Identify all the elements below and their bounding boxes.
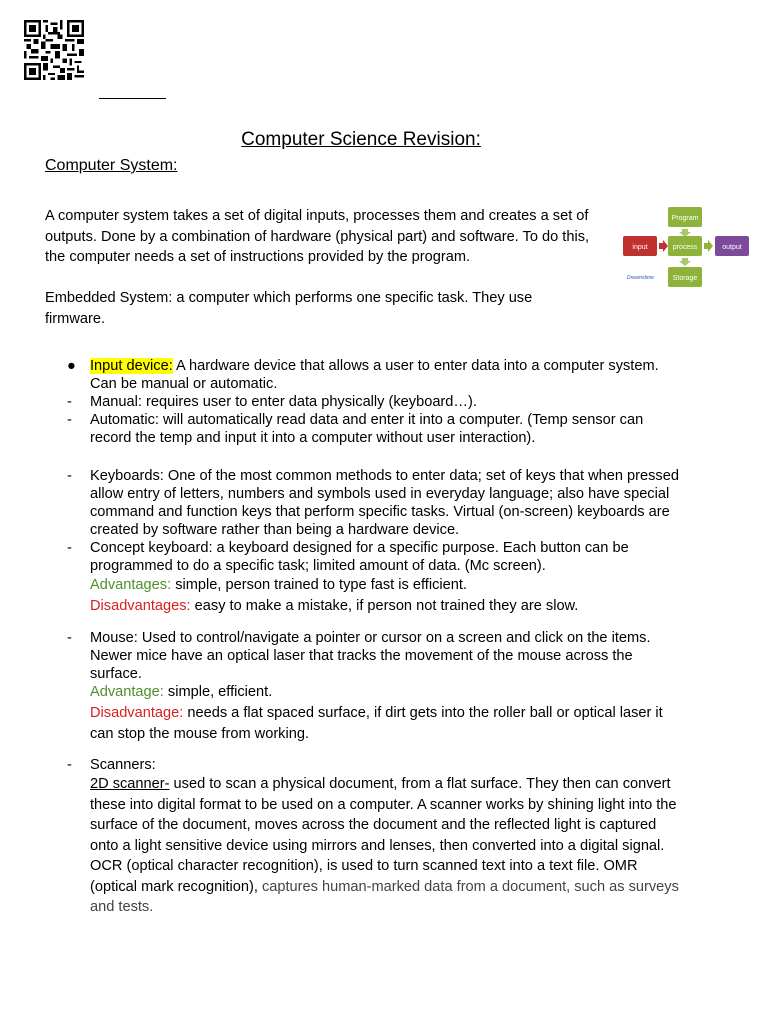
dash-marker: - bbox=[67, 630, 72, 646]
list-item-manual bbox=[67, 393, 683, 411]
program-label: Program bbox=[671, 215, 699, 222]
mouse-disadvantage bbox=[90, 703, 683, 744]
manual-text: Manual: requires user to enter data physically (keyboard…). bbox=[90, 394, 477, 410]
disadvantage-label: Disadvantage: bbox=[90, 705, 184, 721]
scanner-2d-label: 2D scanner- bbox=[90, 776, 170, 792]
concept-advantages bbox=[90, 575, 683, 596]
right-arrow-icon bbox=[704, 240, 713, 252]
input-label: input bbox=[632, 244, 648, 251]
storage-label: Storage bbox=[672, 275, 698, 282]
right-arrow-icon bbox=[659, 240, 668, 252]
output-label: output bbox=[722, 244, 742, 251]
advantages-text: simple, person trained to type fast is efficient. bbox=[171, 577, 467, 593]
signature-line bbox=[99, 98, 166, 99]
dash-marker: - bbox=[67, 757, 72, 773]
embedded-system-paragraph: Embedded System: a computer which performs one specific task. They use firmware. bbox=[45, 290, 533, 327]
down-arrow-icon bbox=[679, 229, 691, 237]
list-item-concept-keyboard bbox=[67, 539, 683, 616]
list-item-keyboards bbox=[67, 467, 683, 539]
scanner-2d-grey-text: captures human-marked data from a document, such as surveys and tests. bbox=[90, 878, 679, 915]
page-title: Computer Science Revision: bbox=[241, 129, 481, 150]
input-process-output-diagram bbox=[620, 205, 752, 291]
mouse-advantage bbox=[90, 683, 683, 701]
concept-keyboard-text: Concept keyboard: a keyboard designed for a specific purpose. Each button can be programmed to do a specific task; limited amount of data. (Mc screen). bbox=[90, 540, 629, 574]
list-item-mouse bbox=[67, 629, 683, 744]
scanners-text: Scanners: bbox=[90, 757, 156, 773]
dash-marker: - bbox=[67, 540, 72, 556]
section-heading: Computer System: bbox=[45, 157, 178, 174]
advantages-label: Advantages: bbox=[90, 577, 172, 593]
mouse-text: Mouse: Used to control/navigate a pointer or cursor on a screen and click on the items. Newer mice have an optical laser that tracks the movement of the mouse across the surface. bbox=[90, 630, 651, 682]
scanner-2d-text: used to scan a physical document, from a flat surface. They then can convert these into digital format to be used on a computer. A scanner works by shining light into the surface of the document, moves across the document and the reflected light is captured onto a light sensitive device using mirrors and lenses, then converted into a digital signal. OCR (optical character recognition), is used to turn scanned text into a text file. OMR (optical mark recognition), bbox=[90, 776, 677, 895]
dash-marker: - bbox=[67, 394, 72, 410]
advantage-text: simple, efficient. bbox=[163, 684, 273, 700]
dash-marker: - bbox=[67, 412, 72, 428]
down-arrow-icon bbox=[679, 258, 691, 266]
keyboards-text: Keyboards: One of the most common methods to enter data; set of keys that when pressed allow entry of letters, numbers and symbols used in everyday language; also have special command and function keys that perform specific tasks. Virtual (on-screen) keyboards are created by software rather than being a hardware device. bbox=[90, 468, 679, 538]
computer-system-paragraph: A computer system takes a set of digital inputs, processes them and creates a set of outputs. Done by a combination of hardware (physical part) and software. To do this, the computer needs a set of instructions provided by the program. bbox=[45, 208, 590, 265]
input-device-label: Input device: bbox=[90, 358, 173, 374]
input-device-text: A hardware device that allows a user to enter data into a computer system. Can be manual or automatic. bbox=[90, 358, 659, 392]
qr-code-icon bbox=[24, 19, 84, 81]
content-list bbox=[67, 357, 683, 918]
dash-marker: - bbox=[67, 468, 72, 484]
disadvantages-text: easy to make a mistake, if person not trained they are slow. bbox=[190, 597, 579, 614]
automatic-text: Automatic: will automatically read data and enter it into a computer. (Temp sensor can record the temp and input it into a computer without user interaction). bbox=[90, 412, 644, 446]
disadvantages-label: Disadvantages: bbox=[90, 597, 191, 614]
process-label: process bbox=[672, 244, 698, 251]
concept-disadvantages bbox=[90, 596, 683, 617]
list-item-automatic bbox=[67, 411, 683, 447]
list-item-input-device bbox=[67, 357, 683, 393]
disadvantage-text: needs a flat spaced surface, if dirt gets into the roller ball or optical laser it can stop the mouse from working. bbox=[90, 705, 663, 742]
list-item-scanners bbox=[67, 756, 683, 918]
bullet-marker: ● bbox=[67, 358, 76, 374]
watermark-logo: Dreamstime bbox=[627, 275, 654, 281]
scanner-2d-description bbox=[90, 774, 683, 918]
advantage-label: Advantage: bbox=[90, 684, 164, 700]
